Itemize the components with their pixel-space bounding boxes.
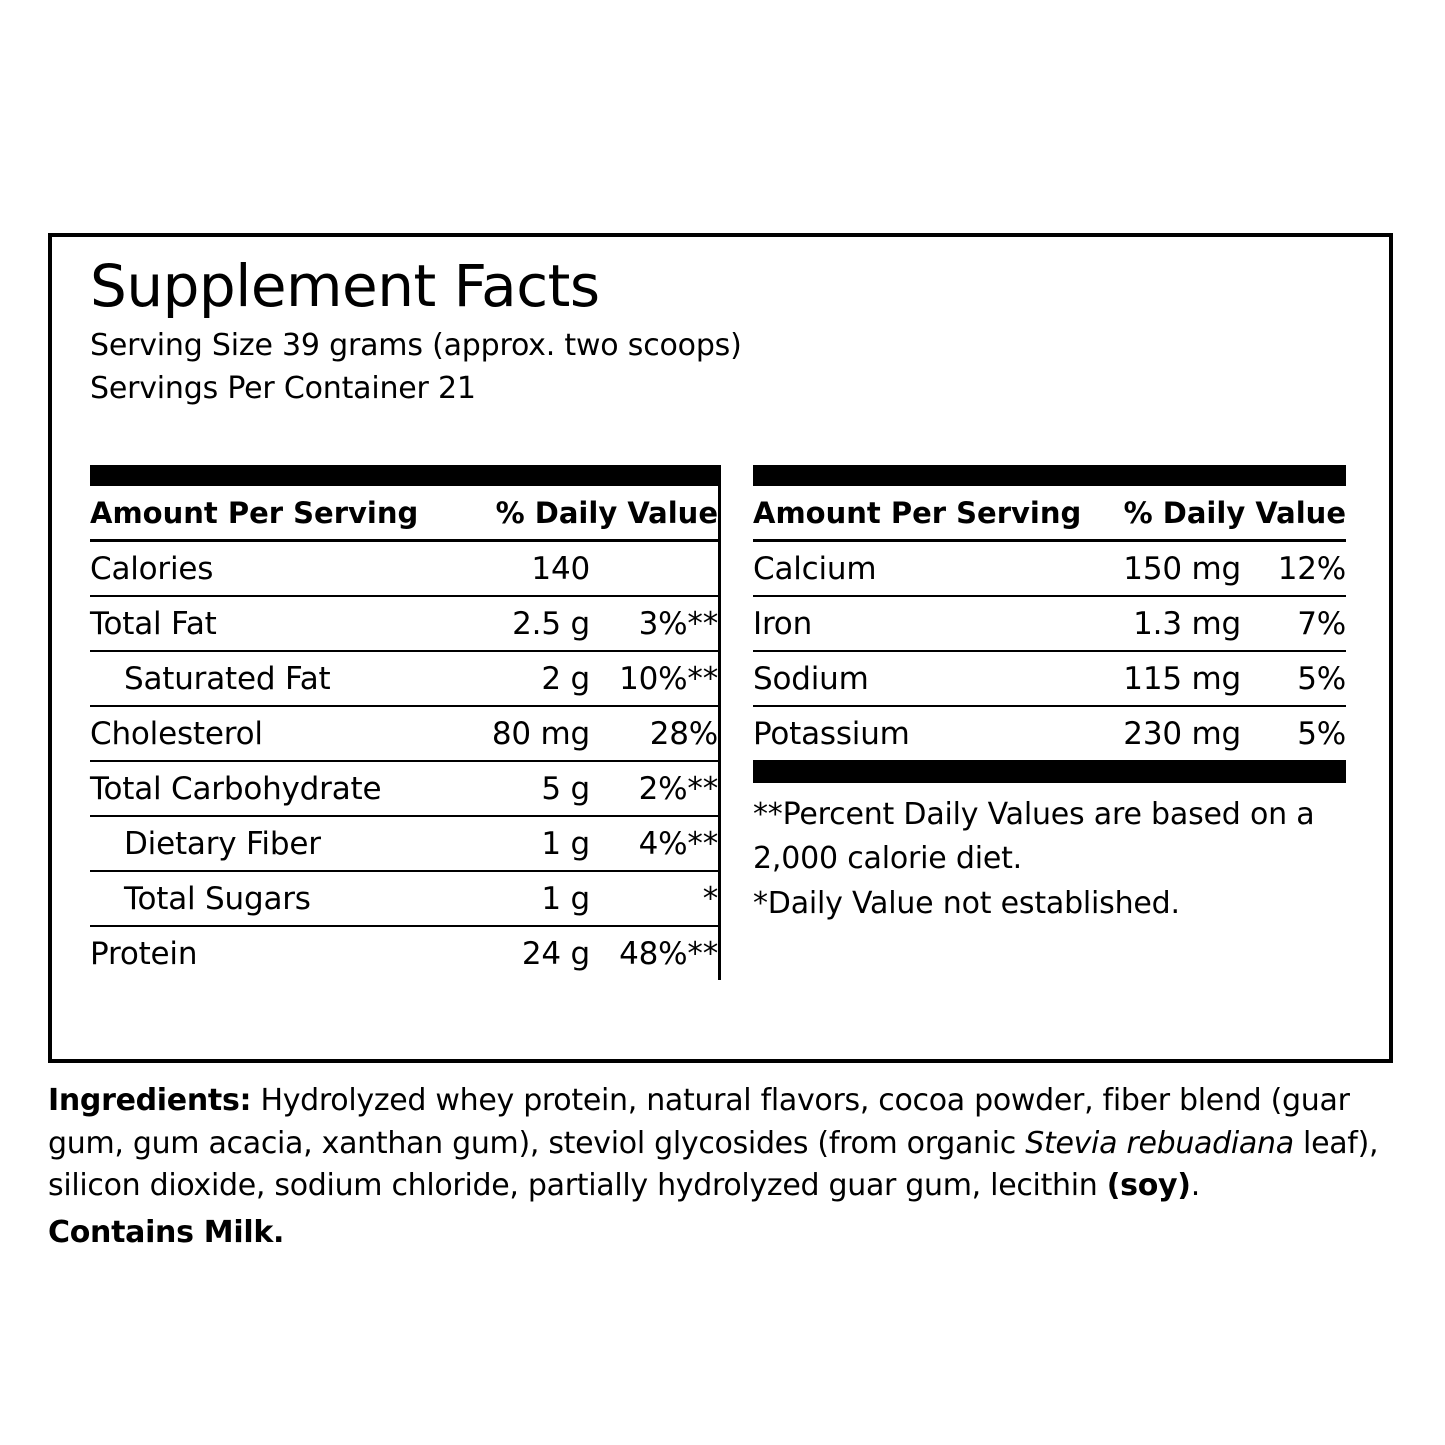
contains-statement: Contains Milk. xyxy=(48,1214,285,1250)
nutrient-dv: 48%** xyxy=(619,936,718,972)
nutrition-column-left xyxy=(90,465,718,980)
nutrient-name: Iron xyxy=(753,606,813,642)
nutrient-name: Cholesterol xyxy=(90,716,263,752)
table-row xyxy=(90,817,718,872)
table-row xyxy=(90,542,718,597)
table-row xyxy=(90,872,718,927)
table-row xyxy=(753,652,1346,707)
nutrient-amount: 24 g xyxy=(521,936,590,972)
table-row xyxy=(90,652,718,707)
thick-divider-left xyxy=(90,465,718,486)
thick-divider-right xyxy=(753,465,1346,486)
ingredients-text-3: . xyxy=(1190,1168,1200,1204)
nutrient-dv: 3%** xyxy=(638,606,718,642)
table-row xyxy=(753,542,1346,597)
nutrient-amount: 140 xyxy=(531,551,590,587)
nutrient-dv: 28% xyxy=(649,716,718,752)
serving-size: Serving Size 39 grams (approx. two scoops) xyxy=(90,327,742,363)
thick-divider-footnote xyxy=(753,762,1346,783)
ingredients-botanical-name: Stevia rebuadiana xyxy=(1025,1125,1294,1161)
nutrient-name: Protein xyxy=(90,936,198,972)
table-header-right xyxy=(753,486,1346,542)
supplement-facts-panel xyxy=(48,233,1393,1063)
nutrient-amount: 2.5 g xyxy=(512,606,590,642)
nutrient-dv: 10%** xyxy=(619,661,718,697)
table-row xyxy=(90,927,718,980)
nutrient-amount: 1 g xyxy=(541,881,590,917)
ingredients-paragraph xyxy=(48,1080,1403,1208)
nutrient-amount: 115 mg xyxy=(1123,661,1241,697)
nutrition-column-right xyxy=(718,465,1346,980)
nutrient-amount: 150 mg xyxy=(1123,551,1241,587)
table-row xyxy=(753,707,1346,762)
footnotes xyxy=(753,783,1346,926)
nutrient-amount: 5 g xyxy=(541,771,590,807)
nutrient-name: Total Carbohydrate xyxy=(90,771,382,807)
footnote-dv-not-established: *Daily Value not established. xyxy=(753,885,1180,921)
header-daily-value: % Daily Value xyxy=(1123,496,1346,530)
nutrient-name: Sodium xyxy=(753,661,869,697)
header-daily-value: % Daily Value xyxy=(495,496,718,530)
header-amount-per-serving: Amount Per Serving xyxy=(90,496,419,530)
table-row xyxy=(753,597,1346,652)
table-header-left xyxy=(90,486,718,542)
nutrient-name: Saturated Fat xyxy=(124,661,331,697)
nutrient-dv: 4%** xyxy=(638,826,718,862)
nutrient-name: Total Fat xyxy=(90,606,217,642)
footnote-daily-values: **Percent Daily Values are based on a 2,000 calorie diet. xyxy=(753,797,1315,877)
nutrient-amount: 230 mg xyxy=(1123,716,1241,752)
nutrition-columns xyxy=(90,465,1365,980)
header-amount-per-serving: Amount Per Serving xyxy=(753,496,1082,530)
nutrient-name: Potassium xyxy=(753,716,910,752)
ingredients-block xyxy=(48,1080,1403,1254)
table-row xyxy=(90,762,718,817)
nutrient-name: Calories xyxy=(90,551,214,587)
nutrient-name: Calcium xyxy=(753,551,877,587)
nutrient-amount: 2 g xyxy=(541,661,590,697)
nutrient-dv: 5% xyxy=(1297,716,1346,752)
nutrient-amount: 80 mg xyxy=(491,716,590,752)
nutrient-dv: 2%** xyxy=(638,771,718,807)
table-row xyxy=(90,597,718,652)
servings-per-container: Servings Per Container 21 xyxy=(90,371,476,407)
ingredients-text-1: Hydrolyzed whey protein, natural flavors, cocoa powder, fiber blend (guar gum, gum acacia, xanthan gum), steviol glycosides (from organic xyxy=(48,1083,1350,1161)
nutrient-name: Total Sugars xyxy=(124,881,311,917)
nutrient-dv: 5% xyxy=(1297,661,1346,697)
nutrient-dv: * xyxy=(702,881,718,917)
allergen-soy: (soy) xyxy=(1106,1168,1191,1204)
ingredients-text-2: leaf), silicon dioxide, sodium chloride, partially hydrolyzed guar gum, lecithin xyxy=(48,1125,1379,1204)
nutrient-dv: 12% xyxy=(1277,551,1346,587)
nutrient-dv: 7% xyxy=(1297,606,1346,642)
table-row xyxy=(90,707,718,762)
nutrient-name: Dietary Fiber xyxy=(124,826,321,862)
page-title: Supplement Facts xyxy=(90,252,600,320)
nutrient-amount: 1 g xyxy=(541,826,590,862)
ingredients-label: Ingredients: xyxy=(48,1083,252,1118)
nutrient-amount: 1.3 mg xyxy=(1133,606,1241,642)
